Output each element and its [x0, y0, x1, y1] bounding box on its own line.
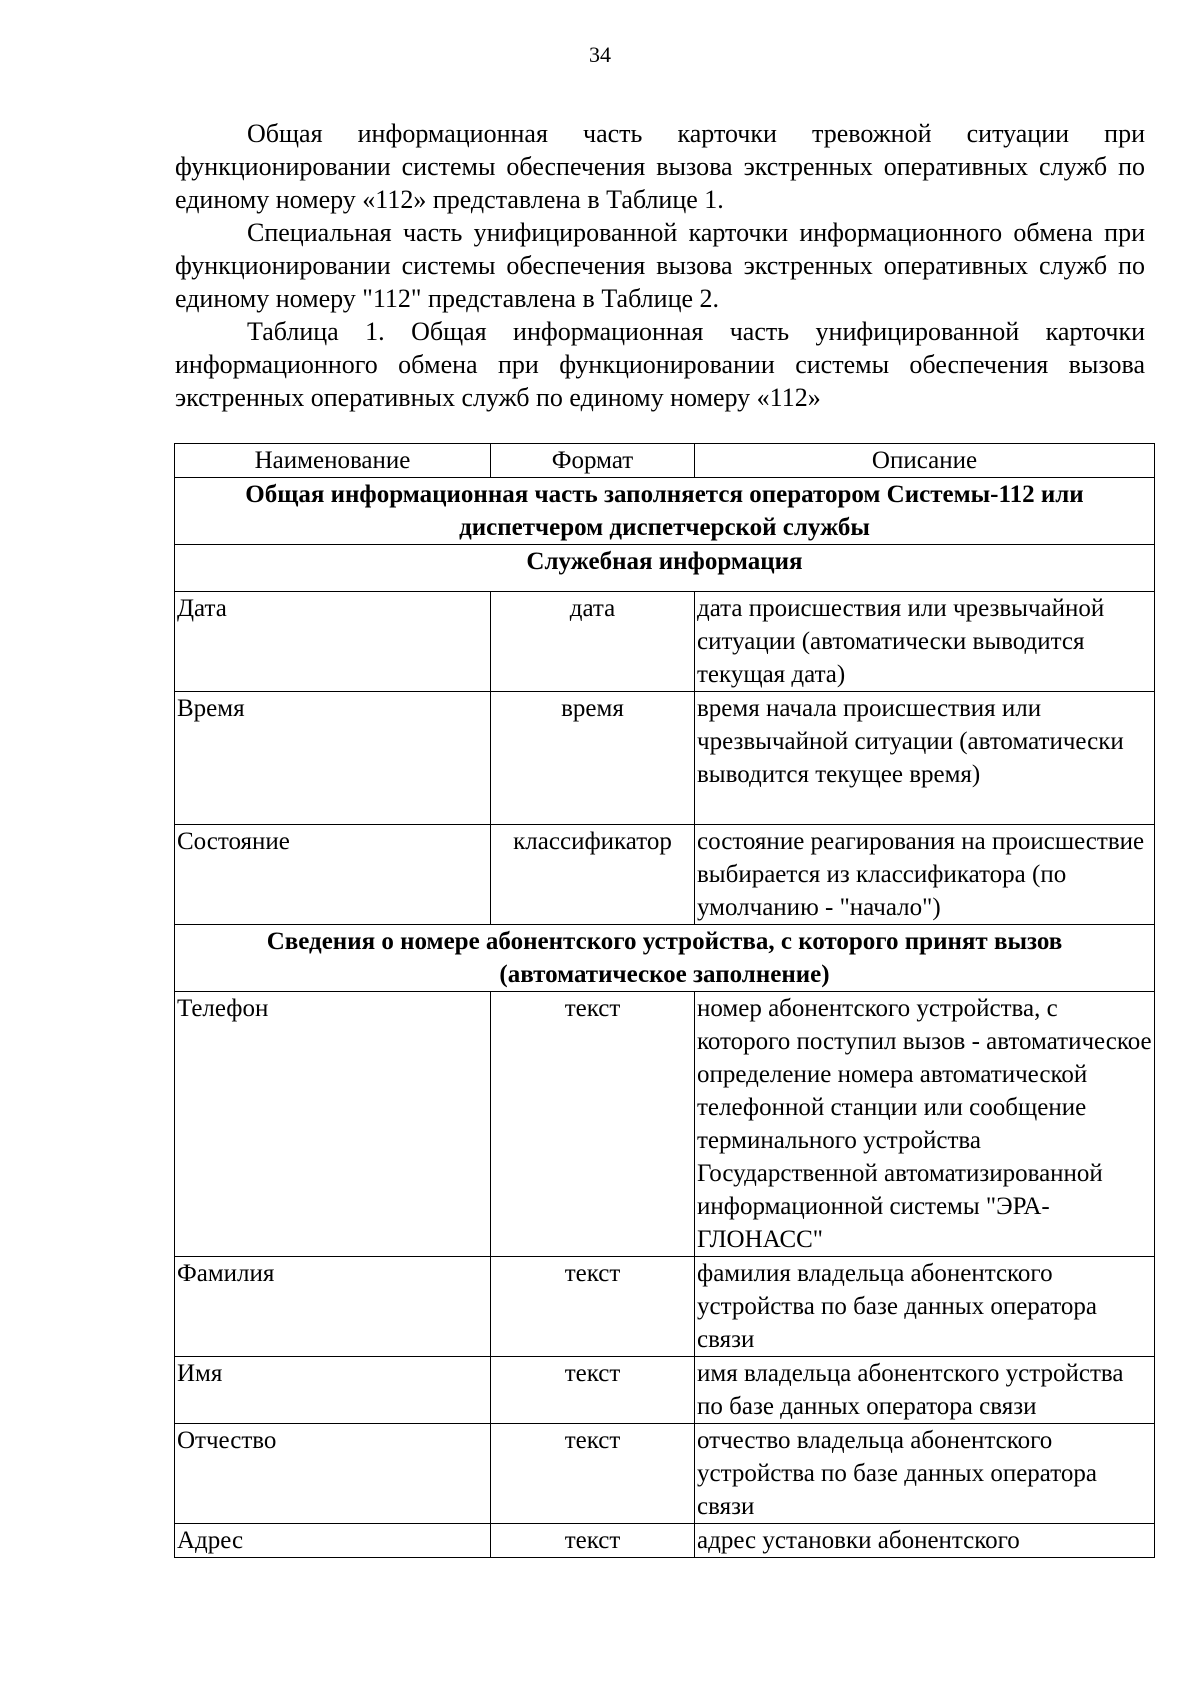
table-row	[175, 1424, 1155, 1524]
table-row	[175, 1357, 1155, 1424]
table-row	[175, 592, 1155, 692]
table-row	[175, 992, 1155, 1257]
row-name: Дата	[175, 592, 491, 692]
row-format: дата	[491, 592, 695, 692]
row-name: Телефон	[175, 992, 491, 1257]
row-format: текст	[491, 1524, 695, 1558]
row-name: Состояние	[175, 825, 491, 925]
row-name: Адрес	[175, 1524, 491, 1558]
row-description: номер абонентского устройства, с которого поступил вызов - автоматическое определение номера автоматической телефонной станции или сообщение терминального устройства Государственной автоматизированной информационной системы "ЭРА-ГЛОНАСС"	[695, 992, 1155, 1257]
table-row	[175, 825, 1155, 925]
row-format: время	[491, 692, 695, 825]
page-number: 34	[589, 42, 611, 67]
paragraph-general-part: Общая информационная часть карточки тревожной ситуации при функционировании системы обеспечения вызова экстренных оперативных служб по единому номеру «112» представлена в Таблице 1.	[175, 119, 1145, 214]
table-header-row	[175, 444, 1155, 478]
row-format: текст	[491, 1257, 695, 1357]
row-description: адрес установки абонентского	[695, 1524, 1155, 1558]
row-description: отчество владельца абонентского устройства по базе данных оператора связи	[695, 1424, 1155, 1524]
header-description: Описание	[695, 444, 1155, 478]
section-heading-main: Общая информационная часть заполняется оператором Системы-112 или диспетчером диспетчерской службы	[175, 478, 1155, 545]
row-name: Отчество	[175, 1424, 491, 1524]
row-name: Фамилия	[175, 1257, 491, 1357]
row-name: Имя	[175, 1357, 491, 1424]
paragraph-special-part: Специальная часть унифицированной карточки информационного обмена при функционировании системы обеспечения вызова экстренных оперативных служб по единому номеру "112" представлена в Таблице 2.	[175, 218, 1145, 313]
row-format: текст	[491, 1424, 695, 1524]
body-text	[175, 117, 1145, 414]
row-description: дата происшествия или чрезвычайной ситуации (автоматически выводится текущая дата)	[695, 592, 1155, 692]
table-row	[175, 692, 1155, 825]
row-format: текст	[491, 1357, 695, 1424]
card-table	[174, 443, 1155, 1558]
row-description: состояние реагирования на происшествие выбирается из классификатора (по умолчанию - "начало")	[695, 825, 1155, 925]
row-description: имя владельца абонентского устройства по базе данных оператора связи	[695, 1357, 1155, 1424]
header-name: Наименование	[175, 444, 491, 478]
row-name: Время	[175, 692, 491, 825]
row-description: фамилия владельца абонентского устройства по базе данных оператора связи	[695, 1257, 1155, 1357]
section-row-service	[175, 545, 1155, 592]
header-format: Формат	[491, 444, 695, 478]
table-row	[175, 1257, 1155, 1357]
row-format: текст	[491, 992, 695, 1257]
row-format: классификатор	[491, 825, 695, 925]
section-heading-subscriber: Сведения о номере абонентского устройства, с которого принят вызов (автоматическое заполнение)	[175, 925, 1155, 992]
section-heading-service: Служебная информация	[175, 545, 1155, 592]
row-description: время начала происшествия или чрезвычайной ситуации (автоматически выводится текущее время)	[695, 692, 1155, 825]
section-row-main	[175, 478, 1155, 545]
table-row	[175, 1524, 1155, 1558]
table-caption: Таблица 1. Общая информационная часть унифицированной карточки информационного обмена при функционировании системы обеспечения вызова экстренных оперативных служб по единому номеру «112»	[175, 317, 1145, 412]
section-row-subscriber	[175, 925, 1155, 992]
